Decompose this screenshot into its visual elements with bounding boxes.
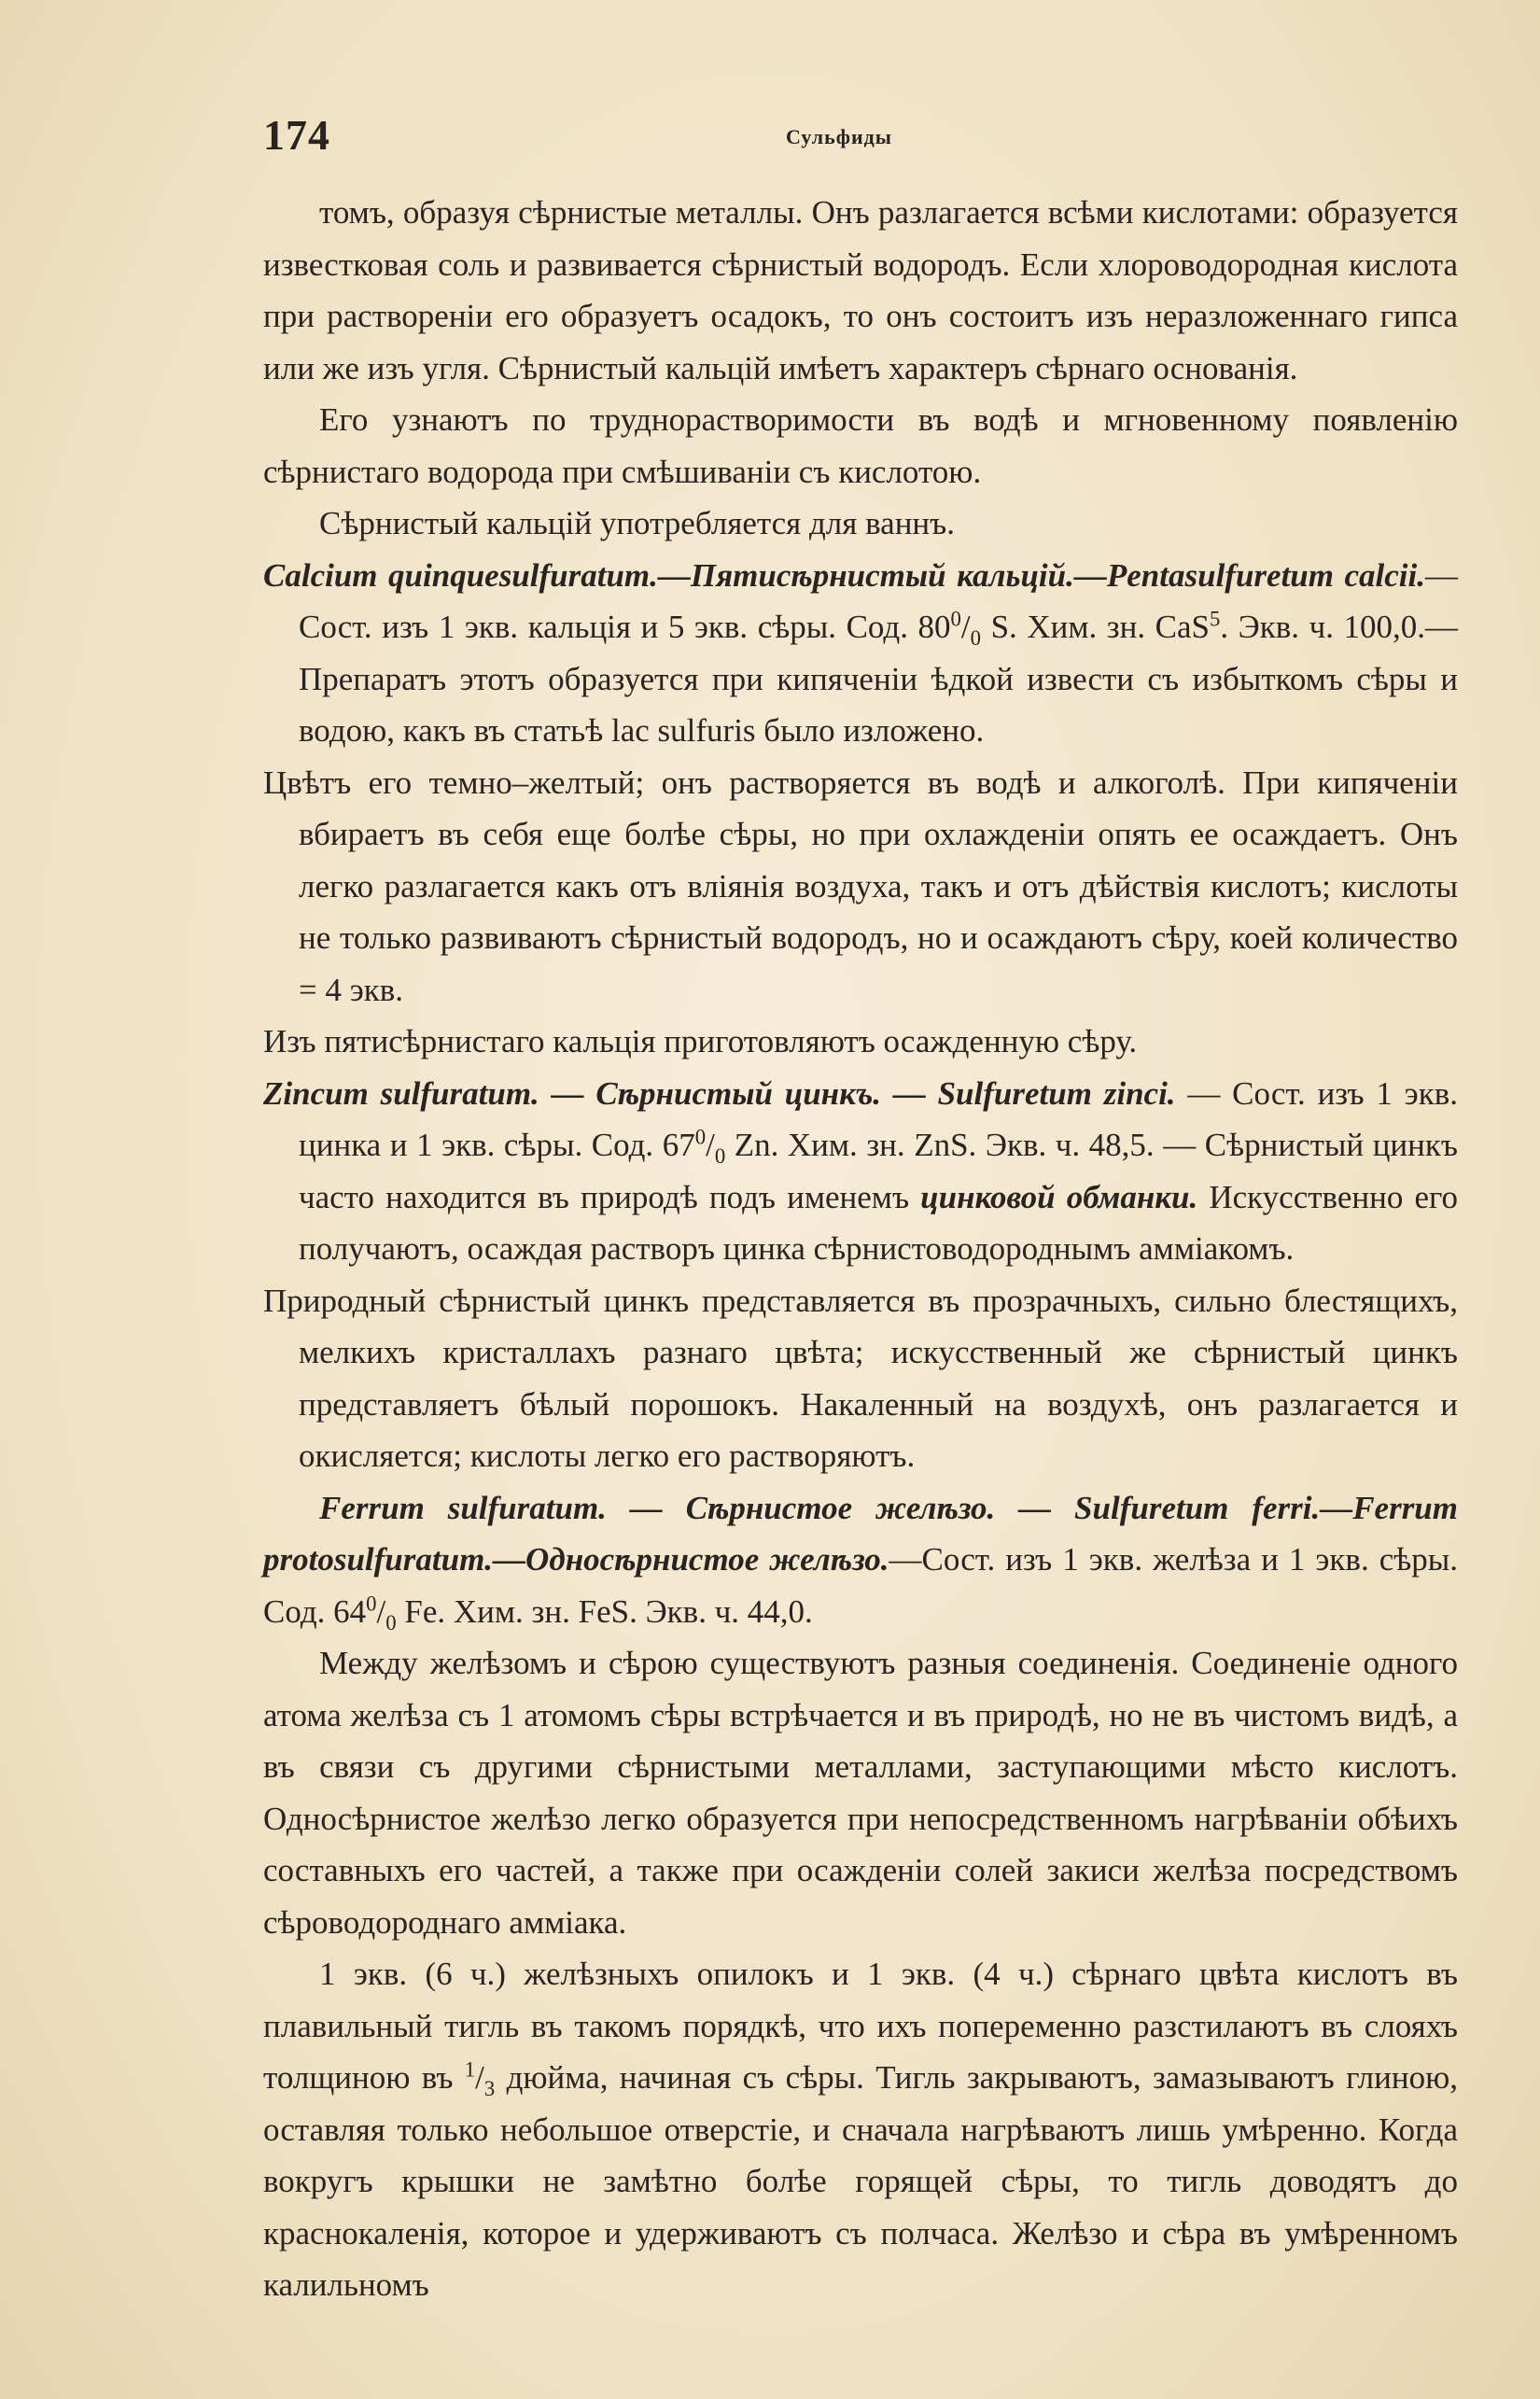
italic-term: Zincum sulfuratum. — Сѣрнистый цинкъ. — Sulfuretum zinci.: [263, 1074, 1176, 1112]
text-run: томъ, образуя сѣрнистые металлы. Онъ разлагается всѣми кислотами: образуется известковая соль и развивается сѣрнистый водородъ. Если хлороводородная кислота при растворенiи его образуетъ осадокъ, то онъ состоитъ изъ неразложеннаго гипса или же изъ угля. Сѣрнистый кальцiй имѣетъ характеръ сѣрнаго основанiя.: [263, 194, 1458, 386]
text-run: Между желѣзомъ и сѣрою существуютъ разныя соединенiя. Соединенiе одного атома желѣза съ 1 атомомъ сѣры встрѣчается и въ природѣ, но не въ чистомъ видѣ, а въ связи съ другими сѣрнистыми металлами, заступающими мѣсто кислотъ. Односѣрнистое желѣзо легко образуется при непосредственномъ нагрѣванiи обѣихъ составныхъ его частей, а также при осажденiи солей закиси желѣза посредствомъ сѣроводороднаго амміака.: [263, 1645, 1458, 1941]
entry-zinc-sulfide: [263, 1068, 1458, 1275]
paragraph-calcium-detection: [263, 394, 1458, 498]
paragraph-iron-sulfide-preparation: [263, 1948, 1458, 2311]
italic-term: Ferrum sulfuratum. — Сѣрнистое желѣзо. — Sulfuretum ferri.—Ferrum protosulfuratum.—Односѣрнистое желѣзо.: [263, 1489, 1458, 1578]
text-run: /: [376, 1592, 386, 1630]
paragraph-precipitated-sulfur: [263, 1016, 1458, 1068]
page-number: 174: [263, 111, 330, 159]
script-glyph: 0: [970, 626, 982, 650]
page-header: [263, 110, 1458, 166]
running-head: Сульфиды: [786, 125, 892, 148]
body-text: [263, 187, 1458, 2311]
text-run: . Экв. ч. 100,0.—Препаратъ этотъ образуется при кипяченiи ѣдкой извести съ избыткомъ сѣры и водою, какъ въ статьѣ lac sulfuris было изложено.: [299, 609, 1458, 749]
text-run: —Сост. изъ 1 экв. кальцiя и 5 экв. сѣры. Сод. 80: [299, 556, 1458, 645]
script-glyph: 0: [714, 1144, 726, 1168]
script-glyph: 0: [694, 1125, 707, 1149]
script-glyph: 1: [464, 2057, 476, 2082]
text-run: — Сост. изъ 1 экв. цинка и 1 экв. сѣры. Сод. 67: [299, 1074, 1458, 1163]
text-run: Цвѣтъ его темно–желтый; онъ растворяется въ водѣ и алкоголѣ. При кипяченiи вбираетъ въ себя еще болѣе сѣры, но при охлажденiи опять ее осаждаетъ. Онъ легко разлагается какъ отъ влiянiя воздуха, такъ и отъ дѣйствiя кислотъ; кислоты не только развиваютъ сѣрнистый водородъ, но и осаждаютъ сѣру, коей количество = 4 экв.: [263, 764, 1458, 1008]
text-run: Природный сѣрнистый цинкъ представляется въ прозрачныхъ, сильно блестящихъ, мелкихъ кристаллахъ разнаго цвѣта; искусственный же сѣрнистый цинкъ представляетъ бѣлый порошокъ. Накаленный на воздухѣ, онъ разлагается и окисляется; кислоты легко его растворяютъ.: [263, 1282, 1458, 1474]
script-glyph: 0: [366, 1591, 377, 1615]
text-run: Изъ пятисѣрнистаго кальцiя приготовляютъ осажденную сѣру.: [263, 1023, 1138, 1059]
text-run: S. Хим. зн. CaS: [981, 609, 1210, 645]
italic-term: цинковой обманки.: [920, 1178, 1198, 1215]
text-run: —Сост. изъ 1 экв. желѣза и 1 экв. сѣры. Сод. 64: [263, 1541, 1459, 1630]
paragraph-iron-sulfur-compounds: [263, 1637, 1458, 1948]
italic-term: Calcium quinquesulfuratum.—Пятисѣрнистый кальцiй.—Pentasulfuretum calcii.: [263, 556, 1425, 594]
text-run: Сѣрнистый кальцiй употребляется для ваннъ.: [319, 505, 956, 541]
paragraph-calcium-use: [263, 498, 1458, 550]
script-glyph: 3: [483, 2077, 496, 2100]
paragraph-zinc-sulfide-properties: [263, 1275, 1458, 1482]
text-run: /: [475, 2059, 484, 2096]
text-run: Zn. Хим. зн. ZnS. Экв. ч. 48,5. — Сѣрнистый цинкъ часто находится въ природѣ подъ именемъ: [299, 1127, 1458, 1215]
text-run: /: [706, 1127, 715, 1163]
script-glyph: 0: [950, 607, 961, 631]
text-run: Искусственно его получаютъ, осаждая растворъ цинка сѣрнистоводороднымъ амміакомъ.: [299, 1178, 1458, 1267]
entry-iron-sulfide: [263, 1482, 1458, 1638]
script-glyph: 0: [385, 1610, 397, 1634]
text-run: Fe. Хим. зн. FeS. Экв. ч. 44,0.: [396, 1592, 813, 1630]
text-run: Его узнаютъ по труднорастворимости въ водѣ и мгновенному появленiю сѣрнистаго водорода при смѣшиванiи съ кислотою.: [263, 401, 1458, 490]
paragraph-calcium-decomposition: [263, 187, 1458, 394]
script-glyph: 5: [1209, 607, 1221, 631]
text-run: дюйма, начиная съ сѣры. Тигль закрываютъ, замазываютъ глиною, оставляя только небольшое отверстiе, и сначала нагрѣваютъ лишь умѣренно. Когда вокругъ крышки не замѣтно болѣе горящей сѣры, то тигль доводятъ до краснокаленiя, которое и удерживаютъ съ полчаса. Желѣзо и сѣра въ умѣренномъ калильномъ: [263, 2059, 1458, 2303]
entry-calcium-pentasulfide: [263, 550, 1458, 757]
text-run: /: [960, 609, 971, 645]
text-run: 1 экв. (6 ч.) желѣзныхъ опилокъ и 1 экв. (4 ч.) сѣрнаго цвѣта кислотъ въ плавильный тигль въ такомъ порядкѣ, что ихъ попеременно разстилаютъ въ слояхъ толщиною въ: [263, 1956, 1458, 2096]
paragraph-pentasulfide-properties: [263, 757, 1458, 1017]
